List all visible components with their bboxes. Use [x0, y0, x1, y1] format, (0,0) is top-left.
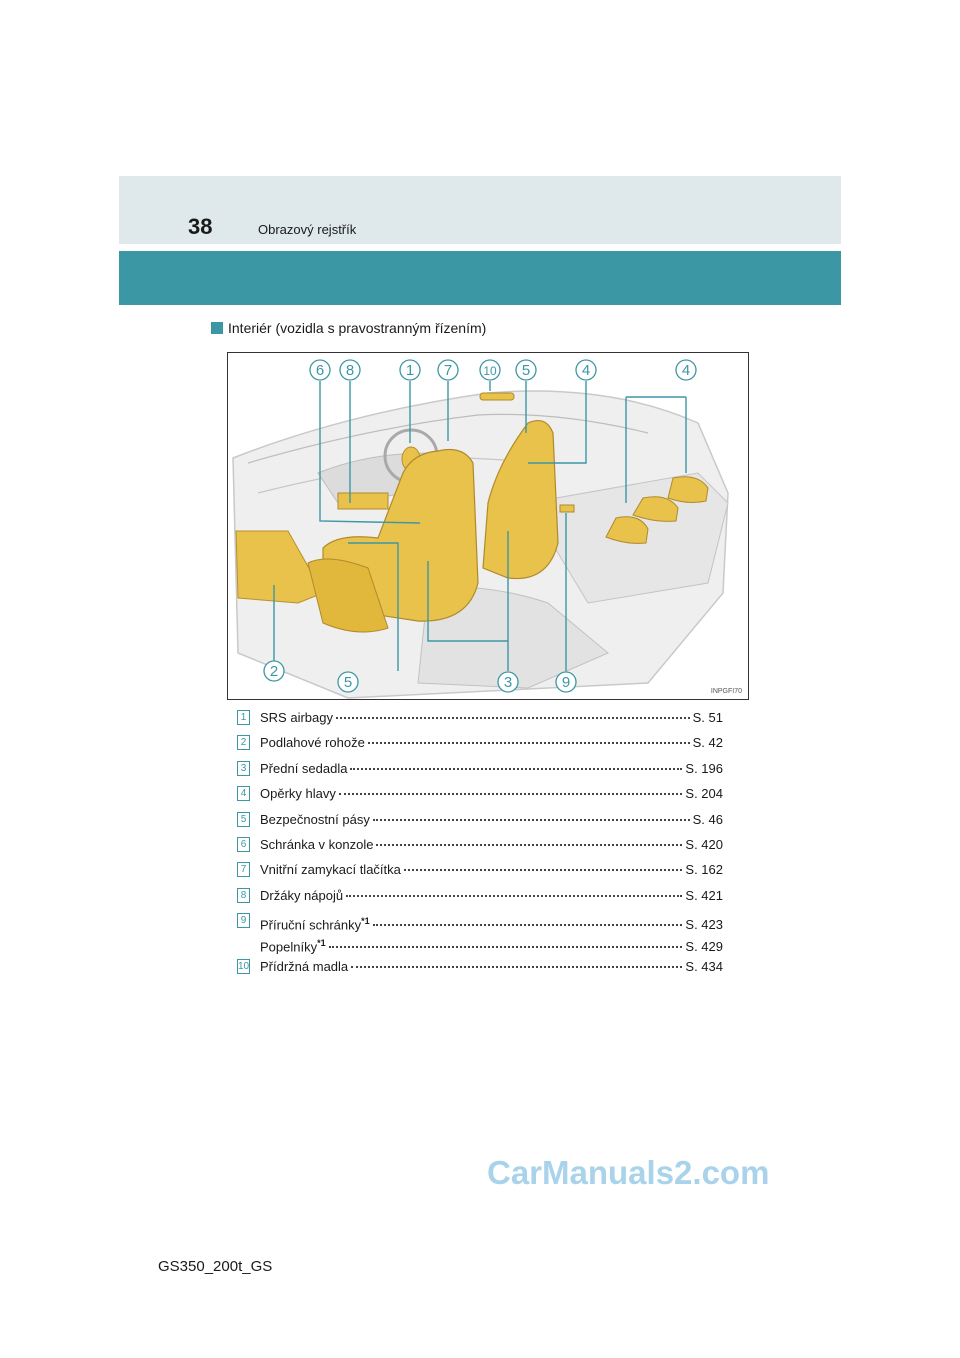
legend-number: 5: [237, 812, 250, 827]
leader-dots: [351, 966, 682, 968]
legend-item: [237, 811, 723, 836]
legend-number: 3: [237, 761, 250, 776]
callout-4b: 4: [681, 362, 691, 379]
legend-list: [237, 709, 723, 984]
callout-5: 5: [521, 362, 531, 379]
interior-illustration-svg: [228, 353, 749, 700]
chapter-title: Obrazový rejstřík: [258, 222, 357, 237]
leader-dots: [368, 742, 690, 744]
legend-label: Vnitřní zamykací tlačítka: [260, 862, 401, 878]
legend-item: [237, 958, 723, 983]
legend-page-ref[interactable]: S. 429: [685, 939, 723, 955]
callout-9: 9: [561, 674, 571, 691]
leader-dots: [346, 895, 682, 897]
callout-5b: 5: [343, 674, 353, 691]
legend-page-ref[interactable]: S. 42: [692, 735, 723, 751]
legend-item: [237, 709, 723, 734]
watermark: CarManuals2.com: [487, 1154, 770, 1191]
section-band: [119, 251, 841, 305]
legend-page-ref[interactable]: S. 204: [685, 786, 723, 802]
callouts-top: [310, 360, 696, 380]
leader-dots: [329, 946, 683, 948]
legend-number: 8: [237, 888, 250, 903]
legend-item: [237, 861, 723, 886]
legend-label: Schránka v konzole: [260, 836, 374, 852]
header-band: [119, 176, 841, 244]
leader-dots: [373, 924, 683, 926]
legend-label: Popelníky$^{*1}$: [260, 938, 326, 955]
interior-illustration: [227, 352, 749, 700]
legend-item: [237, 734, 723, 759]
figure-code: INPGFI70: [710, 688, 742, 695]
leader-dots: [336, 717, 690, 719]
legend-page-ref[interactable]: S. 420: [685, 836, 723, 852]
section-heading-text: Interiér (vozidla s pravostranným řízením): [228, 320, 487, 336]
footnote-marker: *1: [361, 916, 370, 927]
legend-label: Opěrky hlavy: [260, 786, 336, 802]
legend-item: [237, 887, 723, 912]
callout-4a: 4: [581, 362, 591, 379]
legend-item: [237, 836, 723, 861]
legend-label: Přední sedadla: [260, 760, 348, 776]
callout-8: 8: [345, 362, 355, 379]
legend-page-ref[interactable]: S. 162: [685, 862, 723, 878]
legend-item: [237, 912, 723, 958]
callout-10: 10: [483, 364, 497, 378]
legend-page-ref[interactable]: S. 421: [685, 887, 723, 903]
footnote-marker: *1: [317, 938, 326, 949]
legend-number: 1: [237, 710, 250, 725]
callout-7: 7: [443, 362, 453, 379]
leader-dots: [339, 793, 683, 795]
legend-item: [237, 785, 723, 810]
legend-number: 9: [237, 913, 250, 928]
section-heading: [211, 320, 486, 336]
leader-dots: [350, 768, 682, 770]
footer-code: GS350_200t_GS: [158, 1258, 273, 1275]
legend-number: 4: [237, 786, 250, 801]
legend-page-ref[interactable]: S. 51: [692, 710, 723, 725]
page-number: 38: [188, 214, 213, 239]
legend-label: Podlahové rohože: [260, 735, 365, 751]
callout-1: 1: [405, 362, 415, 379]
legend-label: Příruční schránky$^{*1}$: [260, 916, 370, 933]
legend-page-ref[interactable]: S. 434: [685, 959, 723, 975]
callout-2: 2: [269, 663, 279, 680]
legend-label: Bezpečnostní pásy: [260, 811, 370, 827]
square-bullet-icon: [211, 322, 223, 334]
legend-number: 2: [237, 735, 250, 750]
callout-3: 3: [503, 674, 513, 691]
legend-label: Přídržná madla: [260, 959, 349, 975]
legend-label: Držáky nápojů: [260, 887, 344, 903]
legend-page-ref[interactable]: S. 196: [685, 760, 723, 776]
legend-page-ref[interactable]: S. 423: [685, 917, 723, 933]
legend-label: SRS airbagy: [260, 710, 333, 725]
leader-dots: [376, 844, 682, 846]
legend-number: 6: [237, 837, 250, 852]
callout-6: 6: [315, 362, 325, 379]
legend-item: [237, 760, 723, 785]
legend-number: 7: [237, 862, 250, 877]
leader-dots: [373, 819, 690, 821]
legend-page-ref[interactable]: S. 46: [692, 811, 723, 827]
legend-number: 10: [238, 961, 250, 973]
leader-dots: [404, 869, 683, 871]
